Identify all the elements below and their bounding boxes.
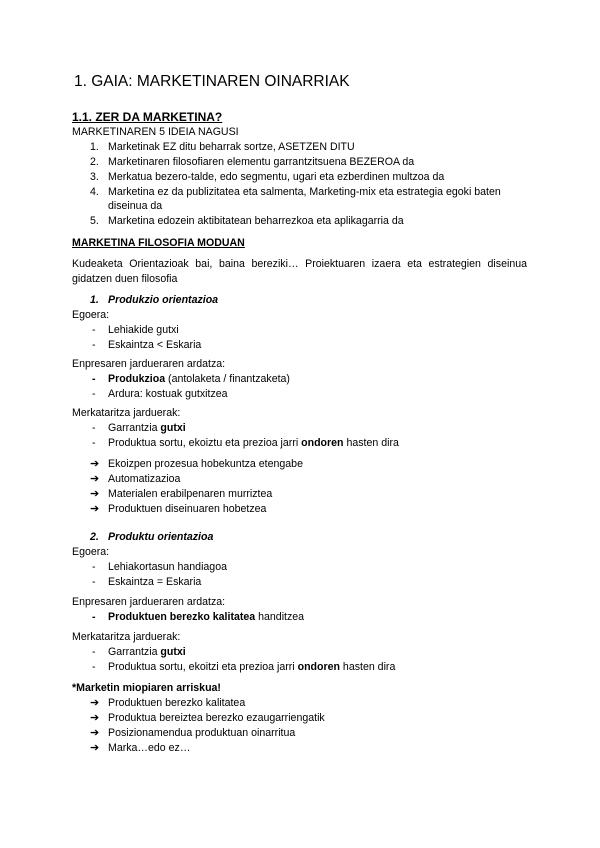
dash-bullet: - [92,646,96,658]
bold-text: ondoren [301,437,344,449]
list-item [108,422,186,435]
regular-text: hasten dira [339,661,396,673]
regular-text: hasten dira [343,437,399,449]
list-item: Eskaintza < Eskaria [108,339,202,351]
dash-bullet: - [92,339,96,351]
dash-bullet: - [92,437,96,449]
list-item: Marketina ez da publizitatea eta salmenta, Marketing-mix eta estrategia egoki baten [108,186,501,198]
egoera-label: Egoera: [72,309,110,321]
regular-text: handitzea [255,611,305,623]
ardatza-label: Enpresaren jardueraren ardatza: [72,596,226,608]
arrow-item: Materialen erabilpenaren murriztea [108,488,273,500]
regular-text: Garrantzia [108,422,161,434]
orientation-number: 2. [90,531,99,543]
list-item [108,611,304,624]
intro-paragraph: Kudeaketa Orientazioak bai, baina bereziki… Proiektuaren izaera eta estrategien diseinua gidatzen duen filosofia [72,258,527,285]
dash-bullet: - [92,324,96,336]
list-item [108,373,290,386]
merkataritza-label: Merkataritza jarduerak: [72,631,181,643]
list-item: Lehiakide gutxi [108,324,179,336]
dash-bullet: - [92,561,96,573]
section-heading-zer-da-marketina: 1.1. ZER DA MARKETINA? [72,110,223,124]
list-number: 1. [90,141,99,153]
dash-bullet: - [92,576,96,588]
list-item: Lehiakortasun handiagoa [108,561,227,573]
arrow-item: Posizionamendua produktuan oinarritua [108,727,296,739]
arrow-item: Produktuen berezko kalitatea [108,697,246,709]
regular-text: Produktua sortu, ekoitzi eta prezioa jarri [108,661,298,673]
list-item: Merkatua bezero-talde, edo segmentu, ugari eta ezberdinen multzoa da [108,171,445,183]
list-item: Eskaintza = Eskaria [108,576,202,588]
merkataritza-label: Merkataritza jarduerak: [72,407,181,419]
arrow-item: Produktuen diseinuaren hobetzea [108,503,267,515]
list-item: Marketinak EZ ditu beharrak sortze, ASETZEN DITU [108,141,355,153]
list-item: Ardura: kostuak gutxitzea [108,388,228,400]
bold-text: gutxi [160,422,186,434]
arrow-icon: ➔ [90,458,100,470]
section-heading-filosofia: MARKETINA FILOSOFIA MODUAN [72,237,245,249]
list-number: 3. [90,171,99,183]
arrow-icon: ➔ [90,473,100,485]
orientation-heading-produktu: Produktu orientazioa [108,531,214,543]
arrow-icon: ➔ [90,503,100,515]
miopia-heading: *Marketin miopiaren arriskua! [72,682,221,694]
egoera-label: Egoera: [72,546,110,558]
arrow-item: Automatizazioa [108,473,181,485]
list-item [108,437,399,450]
arrow-icon: ➔ [90,488,100,500]
dash-bullet: - [92,373,96,385]
subheading-ideia-nagusi: MARKETINAREN 5 IDEIA NAGUSI [72,126,239,138]
bold-text: ondoren [297,661,340,673]
list-item: Marketina edozein aktibitatean beharrezkoa eta aplikagarria da [108,215,404,227]
list-item [108,646,186,659]
dash-bullet: - [92,611,96,623]
list-item [108,661,395,674]
arrow-icon: ➔ [90,712,100,724]
arrow-item: Marka…edo ez… [108,742,191,754]
regular-text: Produktua sortu, ekoiztu eta prezioa jarri [108,437,302,449]
arrow-item: Ekoizpen prozesua hobekuntza etengabe [108,458,303,470]
bold-text: gutxi [160,646,186,658]
orientation-heading-produkzio: Produkzio orientazioa [108,294,219,306]
list-item: Marketinaren filosofiaren elementu garrantzitsuena BEZEROA da [108,156,415,168]
list-number: 2. [90,156,99,168]
list-number: 5. [90,215,99,227]
dash-bullet: - [92,661,96,673]
list-number: 4. [90,186,99,198]
arrow-icon: ➔ [90,742,100,754]
regular-text: Garrantzia [108,646,161,658]
arrow-icon: ➔ [90,697,100,709]
dash-bullet: - [92,388,96,400]
arrow-item: Produktua bereiztea berezko ezaugarriengatik [108,712,325,724]
arrow-icon: ➔ [90,727,100,739]
orientation-number: 1. [90,294,99,306]
bold-text: Produkzioa [108,373,166,385]
ardatza-label: Enpresaren jardueraren ardatza: [72,358,226,370]
list-item-continuation: diseinua da [108,200,163,212]
dash-bullet: - [92,422,96,434]
regular-text: (antolaketa / finantzaketa) [165,373,290,385]
document-title: 1. GAIA: MARKETINAREN OINARRIAK [74,73,350,90]
bold-text: Produktuen berezko kalitatea [108,611,256,623]
